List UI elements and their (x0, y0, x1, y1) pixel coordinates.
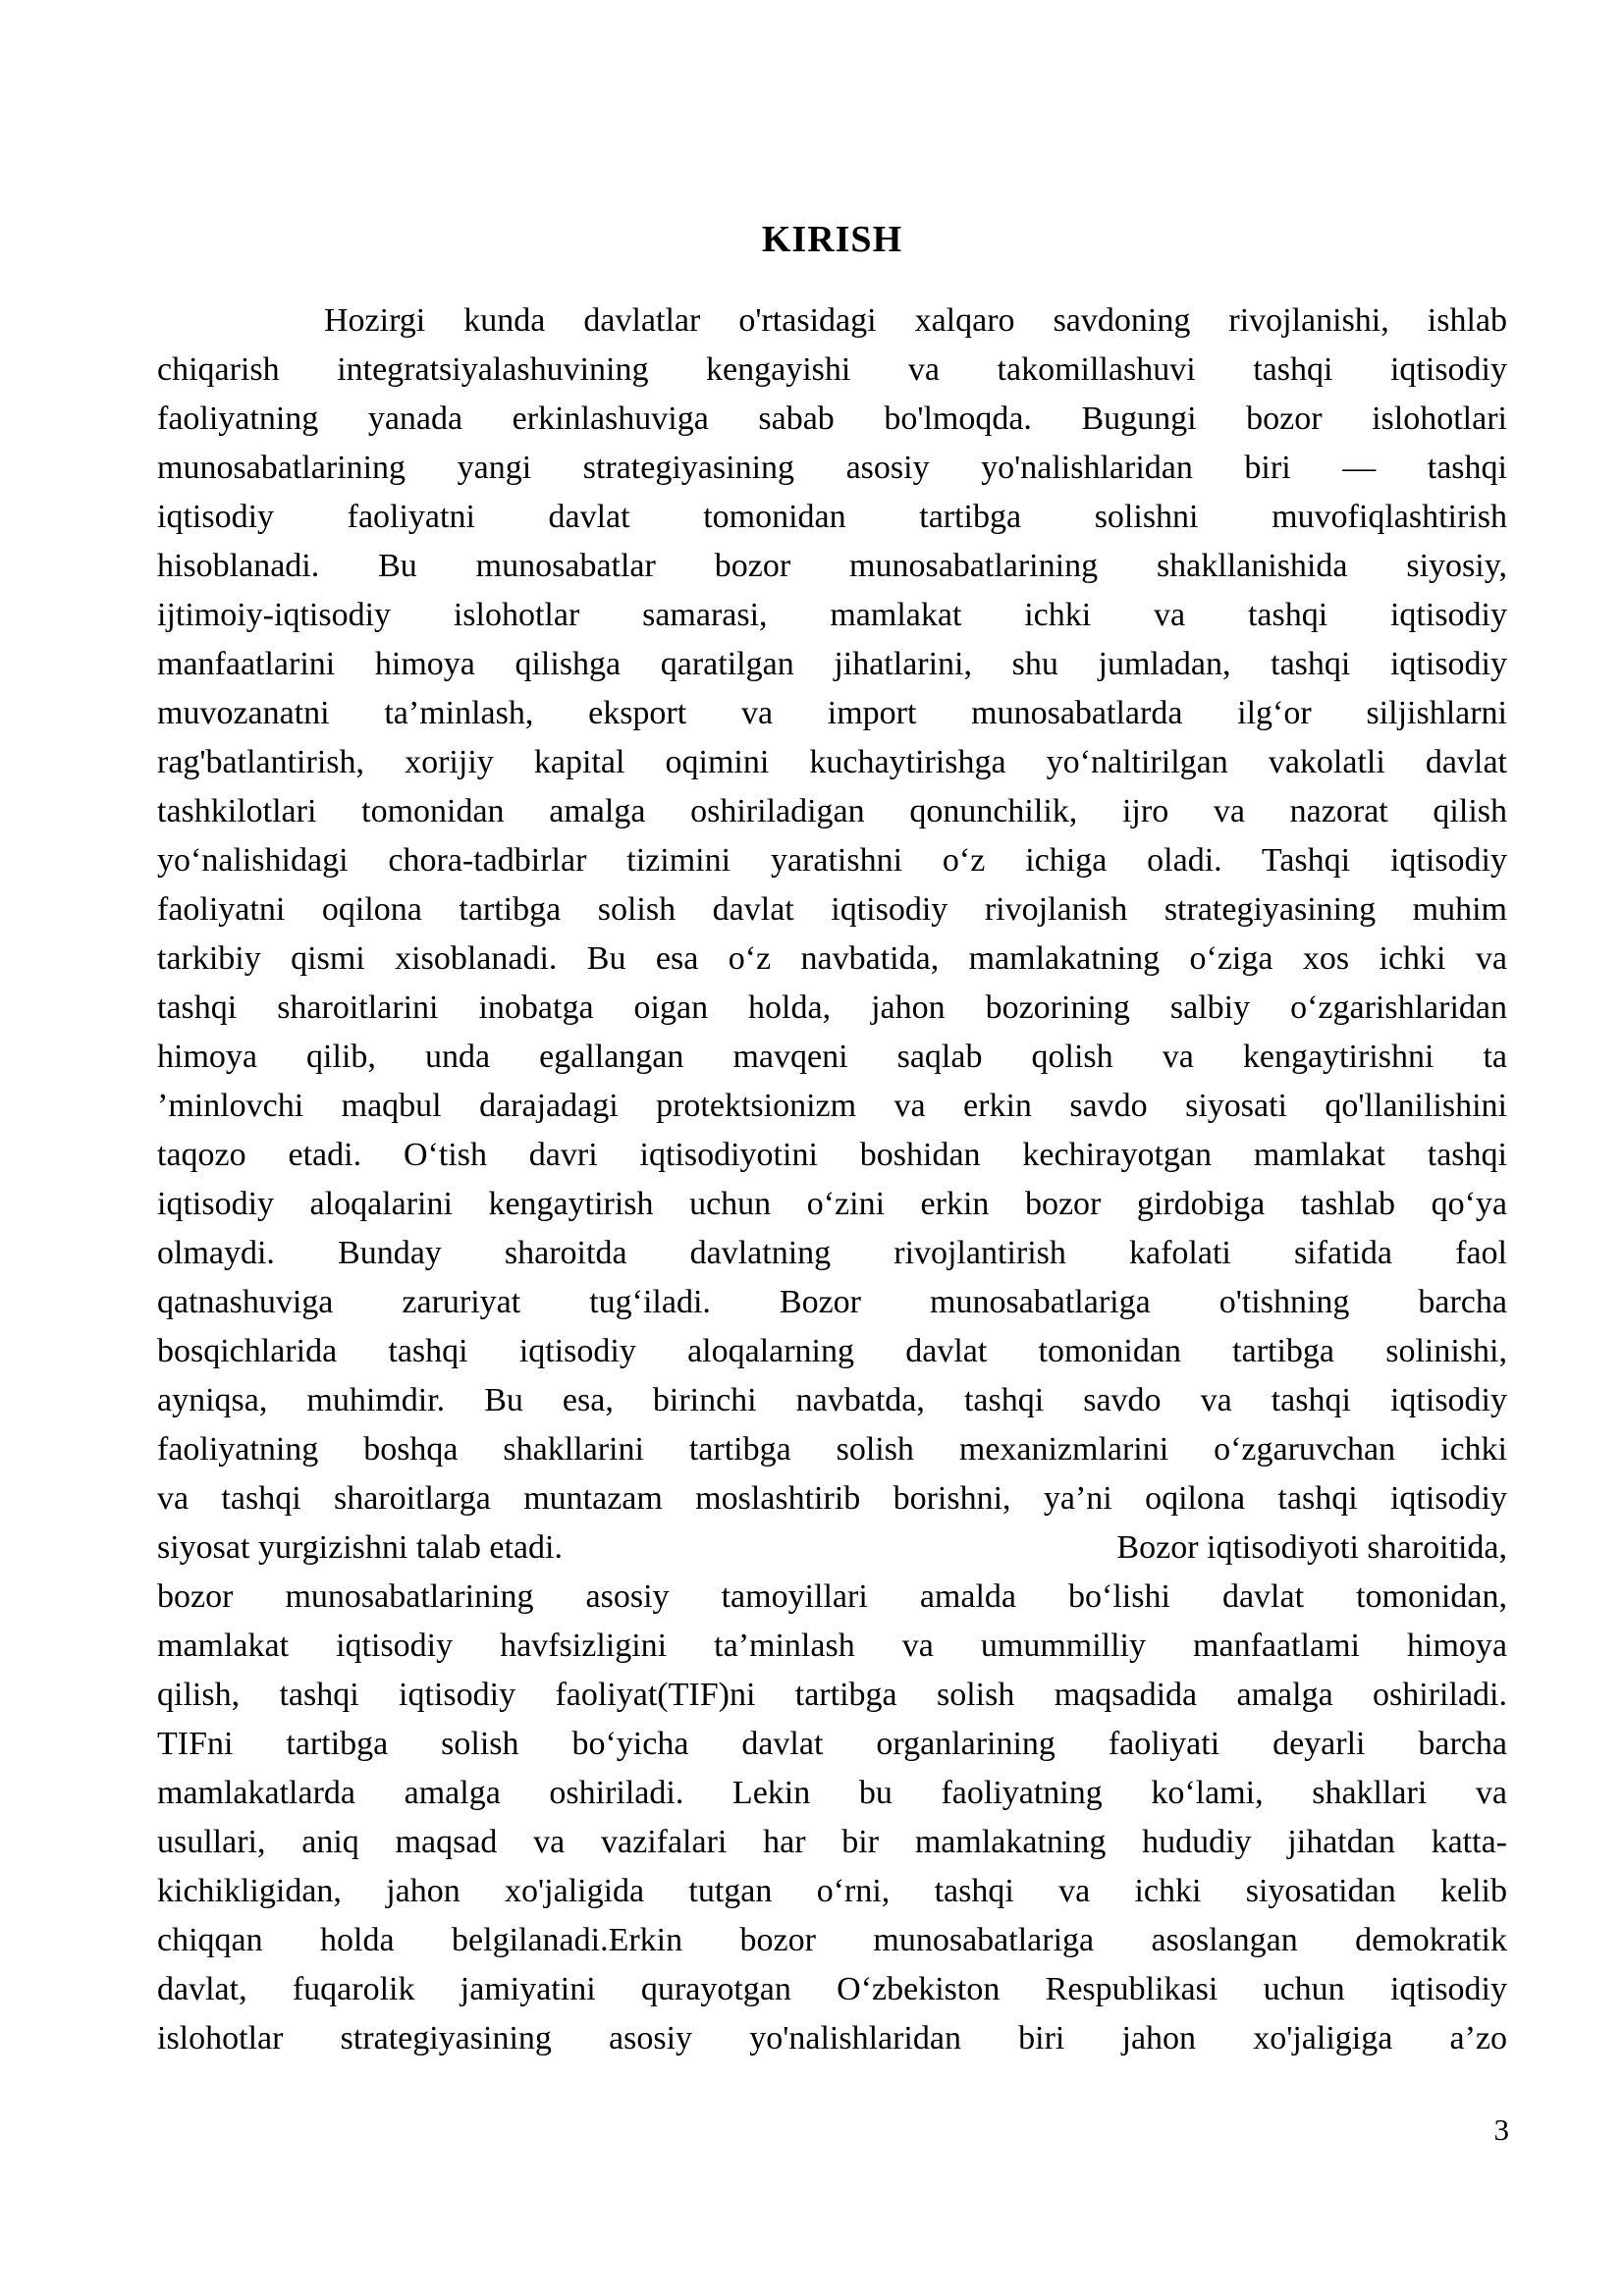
body-paragraph (157, 296, 1507, 2063)
page-title: KIRISH (761, 219, 903, 260)
text-line: ’minlovchi maqbul darajadagi protektsionizm va erkin savdo siyosati qo'llanilishini (157, 1088, 1507, 1124)
text-line: chiqqan holda belgilanadi.Erkin bozor munosabatlariga asoslangan demokratik (157, 1922, 1507, 1958)
page-number: 3 (1493, 2112, 1509, 2147)
text-line: qilish, tashqi iqtisodiy faoliyat(TIF)ni tartibga solish maqsadida amalga oshiriladi. (157, 1677, 1507, 1713)
text-line-segment: Bozor iqtisodiyoti sharoitida, (1116, 1529, 1507, 1566)
text-line (157, 1523, 1507, 1573)
text-line: tashqi sharoitlarini inobatga oigan holda, jahon bozorining salbiy oʻzgarishlaridan (157, 989, 1507, 1026)
text-line: iqtisodiy aloqalarini kengaytirish uchun oʻzini erkin bozor girdobiga tashlab qoʻya (157, 1186, 1507, 1222)
text-line: usullari, aniq maqsad va vazifalari har bir mamlakatning hududiy jihatdan katta- (157, 1824, 1507, 1860)
text-line: munosabatlarining yangi strategiyasining asosiy yo'nalishlaridan biri — tashqi (157, 450, 1507, 486)
text-line: islohotlar strategiyasining asosiy yo'nalishlaridan biri jahon xo'jaligiga a’zo (157, 2020, 1507, 2056)
text-line: olmaydi. Bunday sharoitda davlatning rivojlantirish kafolati sifatida faol (157, 1235, 1507, 1271)
text-line: kichikligidan, jahon xo'jaligida tutgan oʻrni, tashqi va ichki siyosatidan kelib (157, 1873, 1507, 1909)
text-line: manfaatlarini himoya qilishga qaratilgan jihatlarini, shu jumladan, tashqi iqtisodiy (157, 646, 1507, 682)
text-line-segment: siyosat yurgizishni talab etadi. (157, 1529, 563, 1566)
text-line: iqtisodiy faoliyatni davlat tomonidan tartibga solishni muvofiqlashtirish (157, 499, 1507, 535)
text-line: va tashqi sharoitlarga muntazam moslashtirib borishni, ya’ni oqilona tashqi iqtisodiy (157, 1480, 1507, 1517)
text-line: rag'batlantirish, xorijiy kapital oqimini kuchaytirishga yoʻnaltirilgan vakolatli davlat (157, 744, 1507, 780)
text-line: hisoblanadi. Bu munosabatlar bozor munosabatlarining shakllanishida siyosiy, (157, 548, 1507, 584)
text-line: TIFni tartibga solish boʻyicha davlat organlarining faoliyati deyarli barcha (157, 1726, 1507, 1762)
text-line: yoʻnalishidagi chora-tadbirlar tizimini yaratishni oʻz ichiga oladi. Tashqi iqtisodiy (157, 842, 1507, 879)
text-line: tarkibiy qismi xisoblanadi. Bu esa oʻz navbatida, mamlakatning oʻziga xos ichki va (157, 940, 1507, 977)
text-line: Hozirgi kunda davlatlar o'rtasidagi xalqaro savdoning rivojlanishi, ishlab (324, 302, 1507, 339)
text-line: faoliyatning boshqa shakllarini tartibga solish mexanizmlarini oʻzgaruvchan ichki (157, 1431, 1507, 1468)
text-line: chiqarish integratsiyalashuvining kengayishi va takomillashuvi tashqi iqtisodiy (157, 351, 1507, 388)
text-line: ijtimoiy-iqtisodiy islohotlar samarasi, mamlakat ichki va tashqi iqtisodiy (157, 597, 1507, 633)
text-line: himoya qilib, unda egallangan mavqeni saqlab qolish va kengaytirishni ta (157, 1039, 1507, 1075)
text-line: mamlakat iqtisodiy havfsizligini ta’minlash va umummilliy manfaatlami himoya (157, 1628, 1507, 1664)
text-line: ayniqsa, muhimdir. Bu esa, birinchi navbatda, tashqi savdo va tashqi iqtisodiy (157, 1382, 1507, 1418)
text-line: faoliyatning yanada erkinlashuviga sabab bo'lmoqda. Bugungi bozor islohotlari (157, 400, 1507, 437)
text-line: bosqichlarida tashqi iqtisodiy aloqalarning davlat tomonidan tartibga solinishi, (157, 1333, 1507, 1369)
text-line: faoliyatni oqilona tartibga solish davlat iqtisodiy rivojlanish strategiyasining muhim (157, 891, 1507, 928)
page-content (157, 218, 1507, 2063)
text-line: davlat, fuqarolik jamiyatini qurayotgan Oʻzbekiston Respublikasi uchun iqtisodiy (157, 1971, 1507, 2007)
text-line: taqozo etadi. Oʻtish davri iqtisodiyotini boshidan kechirayotgan mamlakat tashqi (157, 1137, 1507, 1173)
text-line: bozor munosabatlarining asosiy tamoyillari amalda boʻlishi davlat tomonidan, (157, 1578, 1507, 1615)
text-line: muvozanatni ta’minlash, eksport va import munosabatlarda ilgʻor siljishlarni (157, 695, 1507, 731)
text-line: tashkilotlari tomonidan amalga oshiriladigan qonunchilik, ijro va nazorat qilish (157, 793, 1507, 829)
text-line: qatnashuviga zaruriyat tugʻiladi. Bozor munosabatlariga o'tishning barcha (157, 1284, 1507, 1320)
text-line: mamlakatlarda amalga oshiriladi. Lekin bu faoliyatning koʻlami, shakllari va (157, 1775, 1507, 1811)
